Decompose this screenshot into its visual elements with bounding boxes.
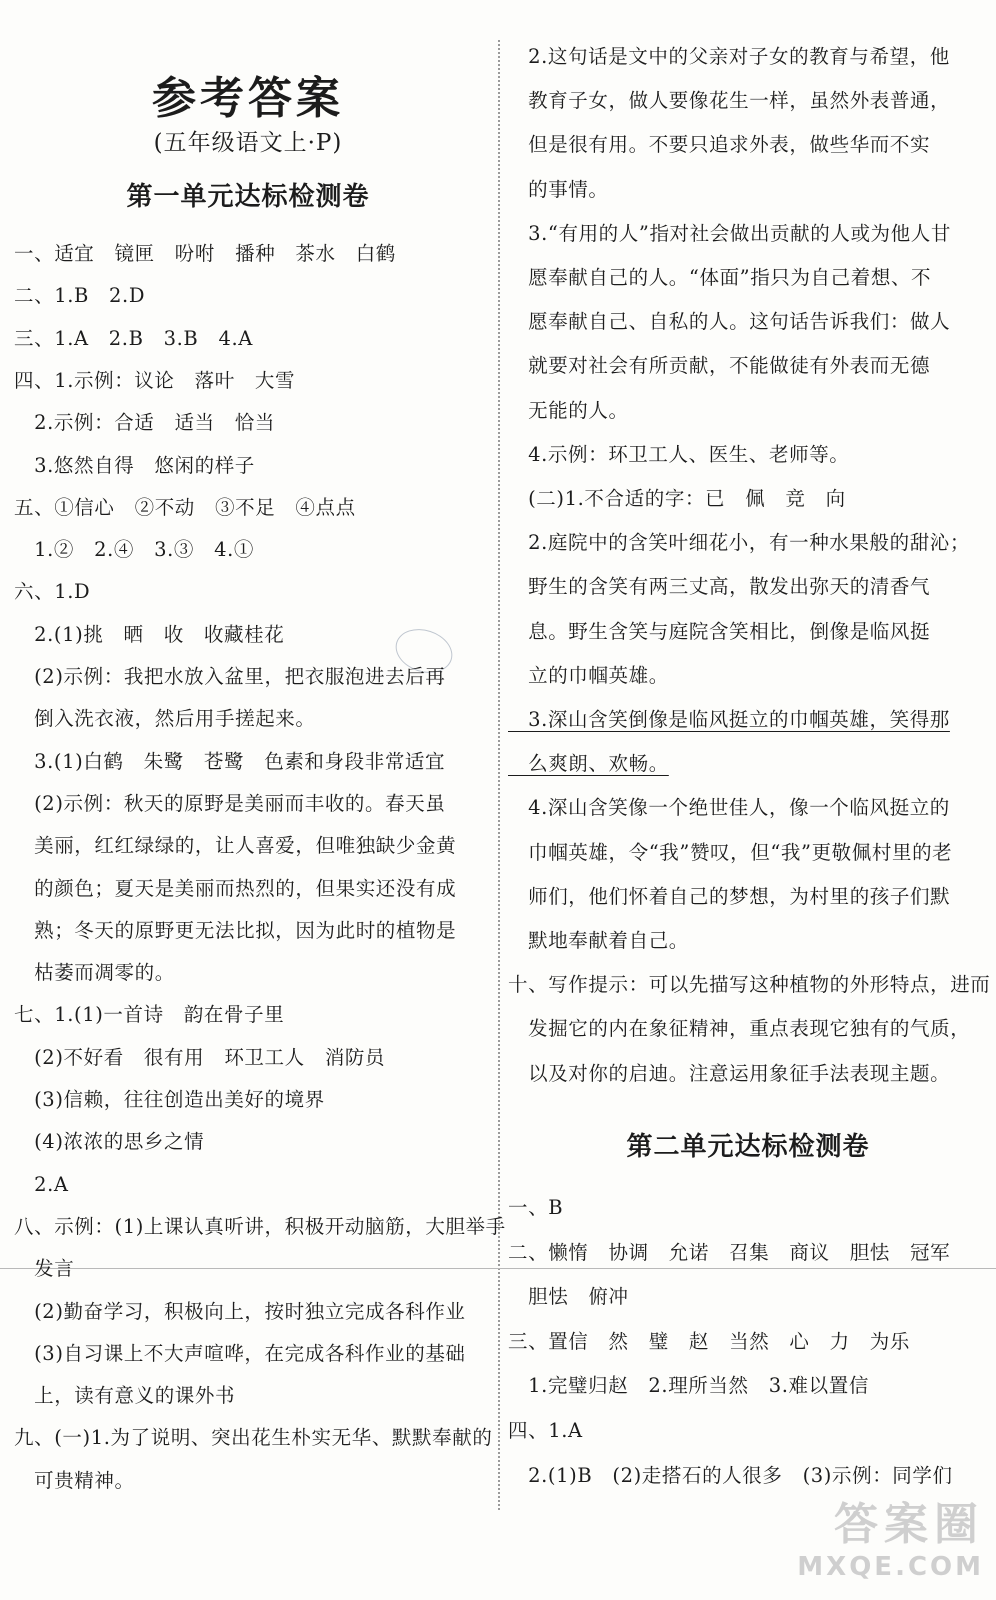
answer-line: (2)示例：秋天的原野是美丽而丰收的。春天虽 [14,791,446,815]
answer-line: 四、1.示例：议论 落叶 大雪 [14,368,296,392]
answer-line: 2.(1)B (2)走搭石的人很多 (3)示例：同学们 [508,1463,953,1487]
answer-line: (3)信赖，往往创造出美好的境界 [14,1088,325,1111]
answer-line: 以及对你的启迪。注意运用象征手法表现主题。 [508,1061,951,1085]
answer-line: (2)勤奋学习，积极向上，按时独立完成各科作业 [14,1299,466,1323]
answer-line: 二、1.B 2.D [14,284,146,308]
answer-line: 就要对社会有所贡献，不能做徒有外表而无德 [508,354,931,378]
answer-line: 四、1.A [508,1419,583,1442]
answer-line: 4.示例：环卫工人、医生、老师等。 [508,442,850,466]
answer-line: 的事情。 [508,177,609,201]
answer-line: 一、适宜 镜匣 吩咐 播种 茶水 白鹤 [14,242,396,265]
answer-line: 但是很有用。不要只追求外表，做些华而不实 [508,133,931,157]
answer-line: 发掘它的内在象征精神，重点表现它独有的气质， [508,1017,971,1041]
answer-line: 么爽朗、欢畅。 [508,752,669,776]
page-title: 参考答案 [152,73,344,124]
answer-line: 六、1.D [14,580,91,604]
answer-line: 七、1.(1)一首诗 韵在骨子里 [14,1003,285,1027]
watermark-cn: 答案圈 [834,1499,984,1550]
answer-line: (2)不好看 很有用 环卫工人 消防员 [14,1045,386,1069]
page-fold-line [0,1268,996,1269]
answer-line: 可贵精神。 [14,1468,135,1492]
section-title-unit2: 第二单元达标检测卷 [626,1132,870,1162]
answer-line: 美丽，红红绿绿的，让人喜爱，但唯独缺少金黄 [14,834,457,858]
answer-line: 息。野生含笑与庭院含笑相比，倒像是临风挺 [508,619,931,643]
answer-line: 一、B [508,1196,564,1219]
answer-line: 默地奉献着自己。 [508,929,689,952]
answer-line: 愿奉献自己的人。“体面”指只为自己着想、不 [508,266,932,289]
answer-line: 3.悠然自得 悠闲的样子 [14,453,255,477]
answer-line: 3.(1)白鹤 朱鹭 苍鹭 色素和身段非常适宜 [14,749,446,773]
answer-line: 愿奉献自己、自私的人。这句话告诉我们：做人 [508,310,951,334]
answer-line: (2)示例：我把水放入盆里，把衣服泡进去后再 [14,665,446,688]
answer-line: 2.(1)挑 晒 收 收藏桂花 [14,622,285,646]
watermark-en: MXQE.COM [797,1552,984,1582]
answer-line: 上，读有意义的课外书 [14,1384,236,1408]
column-divider [498,40,500,1510]
answer-line: 4.深山含笑像一个绝世佳人，像一个临风挺立的 [508,796,950,820]
answer-line: 1.② 2.④ 3.③ 4.① [14,538,255,562]
answer-line: 巾帼英雄，令“我”赞叹，但“我”更敬佩村里的老 [508,840,953,864]
answer-line: 3.“有用的人”指对社会做出贡献的人或为他人甘 [508,221,951,245]
answer-line: 无能的人。 [508,398,629,422]
answer-line: 2.这句话是文中的父亲对子女的教育与希望，他 [508,45,950,68]
answer-line: 二、懒惰 协调 允诺 召集 商议 胆怯 冠军 [508,1240,951,1264]
answer-line: 九、(一)1.为了说明、突出花生朴实无华、默默奉献的 [14,1426,493,1450]
answer-line: 熟；冬天的原野更无法比拟，因为此时的植物是 [14,918,457,942]
answer-line: 立的巾帼英雄。 [508,663,669,687]
answer-line: 八、示例：(1)上课认真听讲，积极开动脑筋，大胆举手 [14,1214,506,1238]
answer-line: 教育子女，做人要像花生一样，虽然外表普通， [508,89,951,113]
section-title-unit1: 第一单元达标检测卷 [126,182,370,212]
page-subtitle: (五年级语文上·P) [153,130,343,156]
answer-line: 2.示例：合适 适当 恰当 [14,411,276,435]
answer-line: 十、写作提示：可以先描写这种植物的外形特点，进而 [508,973,991,997]
answer-line: 1.完璧归赵 2.理所当然 3.难以置信 [508,1374,869,1398]
answer-line: 三、1.A 2.B 3.B 4.A [14,326,253,350]
answer-line: 2.庭院中的含笑叶细花小，有一种水果般的甜沁； [508,531,971,555]
answer-line: (3)自习课上不大声喧哗，在完成各科作业的基础 [14,1341,466,1365]
answer-line: 的颜色；夏天是美丽而热烈的，但果实还没有成 [14,876,457,900]
answer-line: 倒入洗衣液，然后用手搓起来。 [14,707,316,731]
answer-line: 2.A [14,1172,69,1196]
answer-line: 3.深山含笑倒像是临风挺立的巾帼英雄，笑得那 [508,708,950,731]
answer-line: (4)浓浓的思乡之情 [14,1130,205,1154]
answer-line: 野生的含笑有两三丈高，散发出弥天的清香气 [508,575,931,599]
answer-line: 师们，他们怀着自己的梦想，为村里的孩子们默 [508,884,951,908]
answer-line: 三、置信 然 璧 赵 当然 心 力 为乐 [508,1329,911,1353]
answer-line: 枯萎而凋零的。 [14,961,175,985]
answer-line: 胆怯 俯冲 [508,1285,629,1309]
answer-line: 发言 [14,1257,75,1281]
answer-line: 五、①信心 ②不动 ③不足 ④点点 [14,495,356,519]
watermark-logo [797,1488,984,1582]
answer-line: (二)1.不合适的字：已 佩 竞 向 [508,487,846,510]
